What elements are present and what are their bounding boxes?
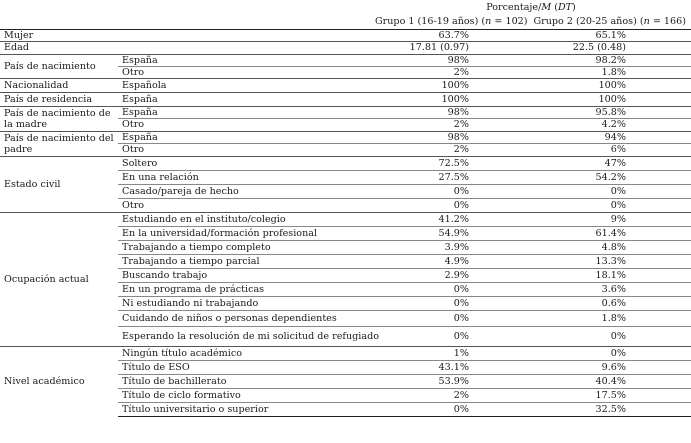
group2-value: 13.3% (520, 254, 691, 268)
group2-value: 9% (520, 212, 691, 226)
group2-value: 1.8% (520, 310, 691, 326)
row-sublabel: Otro (118, 198, 371, 212)
group1-value: 0% (371, 198, 520, 212)
row-label-estado-civil: Estado civil (0, 156, 118, 212)
group2-value: 47% (520, 156, 691, 170)
group2-value: 4.8% (520, 240, 691, 254)
group1-value: 98% (371, 106, 520, 119)
row-label-mujer: Mujer (0, 29, 118, 41)
table-row (0, 212, 691, 226)
row-label-ocupacion: Ocupación actual (0, 212, 118, 346)
group1-value: 1% (371, 346, 520, 360)
group1-value: 0% (371, 310, 520, 326)
table-row (0, 92, 691, 106)
row-sublabel: Soltero (118, 156, 371, 170)
table-row (0, 106, 691, 119)
group2-value: 6% (520, 144, 691, 157)
group2-value: 4.2% (520, 119, 691, 132)
row-sublabel: Trabajando a tiempo completo (118, 240, 371, 254)
group1-value: 2% (371, 119, 520, 132)
group2-value: 98.2% (520, 54, 691, 66)
group2-value: 0.6% (520, 296, 691, 310)
group1-value: 2% (371, 388, 520, 402)
group2-value: 0% (520, 346, 691, 360)
row-sublabel: Ni estudiando ni trabajando (118, 296, 371, 310)
group1-value: 100% (371, 92, 520, 106)
group1-value: 0% (371, 326, 520, 346)
group1-value: 17.81 (0.97) (371, 41, 520, 54)
row-sublabel: Título universitario o superior (118, 402, 371, 416)
group1-value: 27.5% (371, 170, 520, 184)
group2-value: 100% (520, 78, 691, 92)
table-row (0, 156, 691, 170)
group1-value: 98% (371, 54, 520, 66)
group1-value: 41.2% (371, 212, 520, 226)
row-sublabel: Cuidando de niños o personas dependientes (118, 310, 371, 326)
group1-value: 0% (371, 282, 520, 296)
row-sublabel: Trabajando a tiempo parcial (118, 254, 371, 268)
group1-value: 2% (371, 144, 520, 157)
group1-value: 2.9% (371, 268, 520, 282)
group2-value: 0% (520, 184, 691, 198)
row-sublabel: España (118, 54, 371, 66)
row-sublabel: Otro (118, 144, 371, 157)
row-sublabel: En una relación (118, 170, 371, 184)
row-sublabel: Ningún título académico (118, 346, 371, 360)
group2-value: 54.2% (520, 170, 691, 184)
group2-value: 18.1% (520, 268, 691, 282)
row-sublabel: En la universidad/formación profesional (118, 226, 371, 240)
group1-value: 3.9% (371, 240, 520, 254)
group1-value: 54.9% (371, 226, 520, 240)
row-sublabel: España (118, 106, 371, 119)
row-sublabel: Española (118, 78, 371, 92)
group2-value: 61.4% (520, 226, 691, 240)
group2-value: 65.1% (520, 29, 691, 41)
group2-value: 0% (520, 326, 691, 346)
group1-value: 2% (371, 66, 520, 78)
row-sublabel: Otro (118, 66, 371, 78)
row-label-residencia: País de residencia (0, 92, 118, 106)
row-label-nacionalidad: Nacionalidad (0, 78, 118, 92)
group2-value: 40.4% (520, 374, 691, 388)
group2-value: 95.8% (520, 106, 691, 119)
group2-value: 1.8% (520, 66, 691, 78)
group2-value: 100% (520, 92, 691, 106)
group2-value: 17.5% (520, 388, 691, 402)
group2-value: 9.6% (520, 360, 691, 374)
table-row (0, 346, 691, 360)
row-sublabel: Esperando la resolución de mi solicitud de refugiado (118, 326, 371, 346)
row-sublabel: Estudiando en el instituto/colegio (118, 212, 371, 226)
table-row (0, 29, 691, 41)
row-sublabel: Otro (118, 119, 371, 132)
row-label-madre: País de nacimiento de la madre (0, 106, 118, 131)
group1-value: 0% (371, 296, 520, 310)
header-group2: Grupo 2 (20-25 años) (n = 166) (533, 16, 686, 28)
row-sublabel: Título de bachillerato (118, 374, 371, 388)
group1-value: 0% (371, 184, 520, 198)
row-label-pais-nacimiento: País de nacimiento (0, 54, 118, 78)
group1-value: 53.9% (371, 374, 520, 388)
group1-value: 4.9% (371, 254, 520, 268)
group2-value: 3.6% (520, 282, 691, 296)
row-label-padre: País de nacimiento del padre (0, 131, 118, 156)
group2-value: 94% (520, 131, 691, 144)
row-sublabel: Título de ciclo formativo (118, 388, 371, 402)
row-sublabel: Buscando trabajo (118, 268, 371, 282)
header-group1: Grupo 1 (16-19 años) (n = 102) (375, 16, 528, 28)
group2-value: 32.5% (520, 402, 691, 416)
row-sublabel: En un programa de prácticas (118, 282, 371, 296)
group2-value: 0% (520, 198, 691, 212)
group2-value: 22.5 (0.48) (520, 41, 691, 54)
row-sublabel: España (118, 92, 371, 106)
row-sublabel (118, 29, 371, 41)
group1-value: 43.1% (371, 360, 520, 374)
header-main: Porcentaje/M (DT) (486, 2, 576, 13)
row-sublabel: Casado/pareja de hecho (118, 184, 371, 198)
group1-value: 0% (371, 402, 520, 416)
group1-value: 72.5% (371, 156, 520, 170)
table-row (0, 54, 691, 66)
group1-value: 63.7% (371, 29, 520, 41)
group1-value: 100% (371, 78, 520, 92)
row-sublabel: España (118, 131, 371, 144)
row-sublabel (118, 41, 371, 54)
table-row (0, 131, 691, 144)
group1-value: 98% (371, 131, 520, 144)
table-row (0, 41, 691, 54)
row-label-edad: Edad (0, 41, 118, 54)
table-row (0, 78, 691, 92)
row-label-nivel: Nivel académico (0, 346, 118, 416)
row-sublabel: Título de ESO (118, 360, 371, 374)
